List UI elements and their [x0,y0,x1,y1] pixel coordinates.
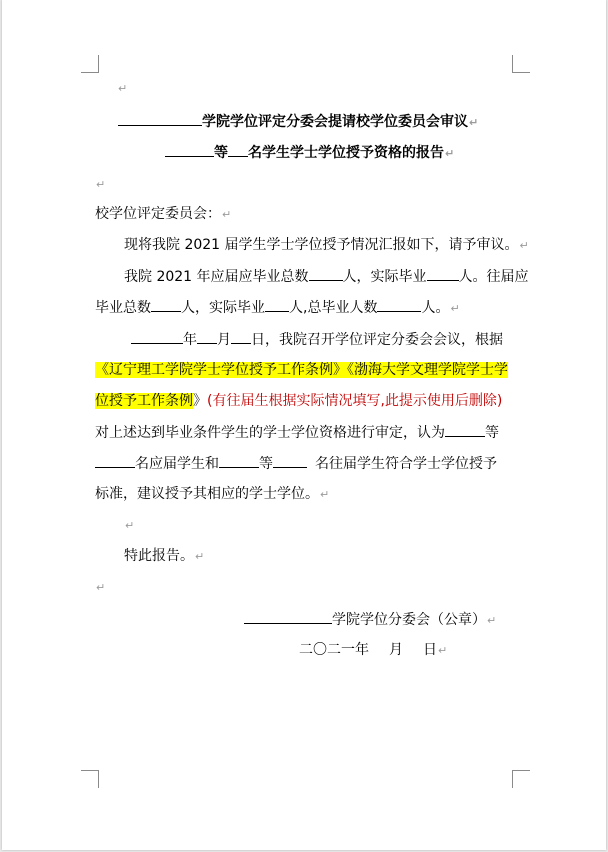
paragraph-3-line-6[interactable]: 标准，建议授予其相应的学士学位。↵ [95,486,330,502]
paragraph-3-line-4[interactable]: 对上述达到毕业条件学生的学士学位资格进行审定，认为 等 [95,422,499,443]
title-line-1[interactable]: 学院学位评定分委会提请校学位委员会审议↵ [118,111,478,133]
empty-paragraph[interactable]: ↵ [96,178,106,191]
salutation[interactable]: 校学位评定委员会：↵ [95,206,232,222]
paragraph-2-line-2[interactable]: 毕业总数 人，实际毕业 人,总毕业人数 人。↵ [95,297,460,319]
highlighted-regulation-1: 《辽宁理工学院学士学位授予工作条例》 [95,362,347,378]
crop-mark-bottom-right [512,770,530,788]
signature-date[interactable]: 二〇二一年 月 日↵ [299,642,448,658]
paragraph-mark-icon: ↵ [118,82,128,95]
blank-college [118,111,202,126]
empty-paragraph[interactable]: ↵ [96,581,106,594]
instruction-note: (有往届生根据实际情况填写,此提示使用后删除) [207,393,503,409]
title-line-2[interactable]: 等 名学生学士学位授予资格的报告↵ [165,142,454,164]
blank-count [228,142,248,157]
paragraph-3-line-5[interactable]: 名应届学生和 等 名往届学生符合学士学位授予 [95,453,497,474]
closing[interactable]: 特此报告。↵ [124,548,205,564]
crop-mark-bottom-left [81,770,99,788]
document-page [2,0,606,850]
crop-mark-top-right [512,55,530,73]
paragraph-1[interactable]: 现将我院 2021 届学生学士学位授予情况汇报如下，请予审议。↵ [124,237,529,253]
highlighted-regulation-2: 《渤海大学文理学院学士学 [347,362,508,378]
signature-org[interactable]: 学院学位分委会（公章）↵ [244,609,496,631]
paragraph-3-line-1[interactable]: 年 月 日，我院召开学位评定分委会会议，根据 [131,329,503,350]
paragraph-3-line-2[interactable] [95,360,508,380]
paragraph-2-line-1[interactable]: 我院 2021 年应届应毕业总数 人，实际毕业 人。往届应 [124,266,529,287]
empty-paragraph[interactable]: ↵ [125,519,135,532]
paragraph-3-line-3[interactable]: 位授予工作条例》(有往届生根据实际情况填写,此提示使用后删除) [95,393,503,409]
empty-paragraph[interactable] [117,78,127,99]
blank-college-name [244,609,332,624]
crop-mark-top-left [81,55,99,73]
blank-student [165,142,214,157]
